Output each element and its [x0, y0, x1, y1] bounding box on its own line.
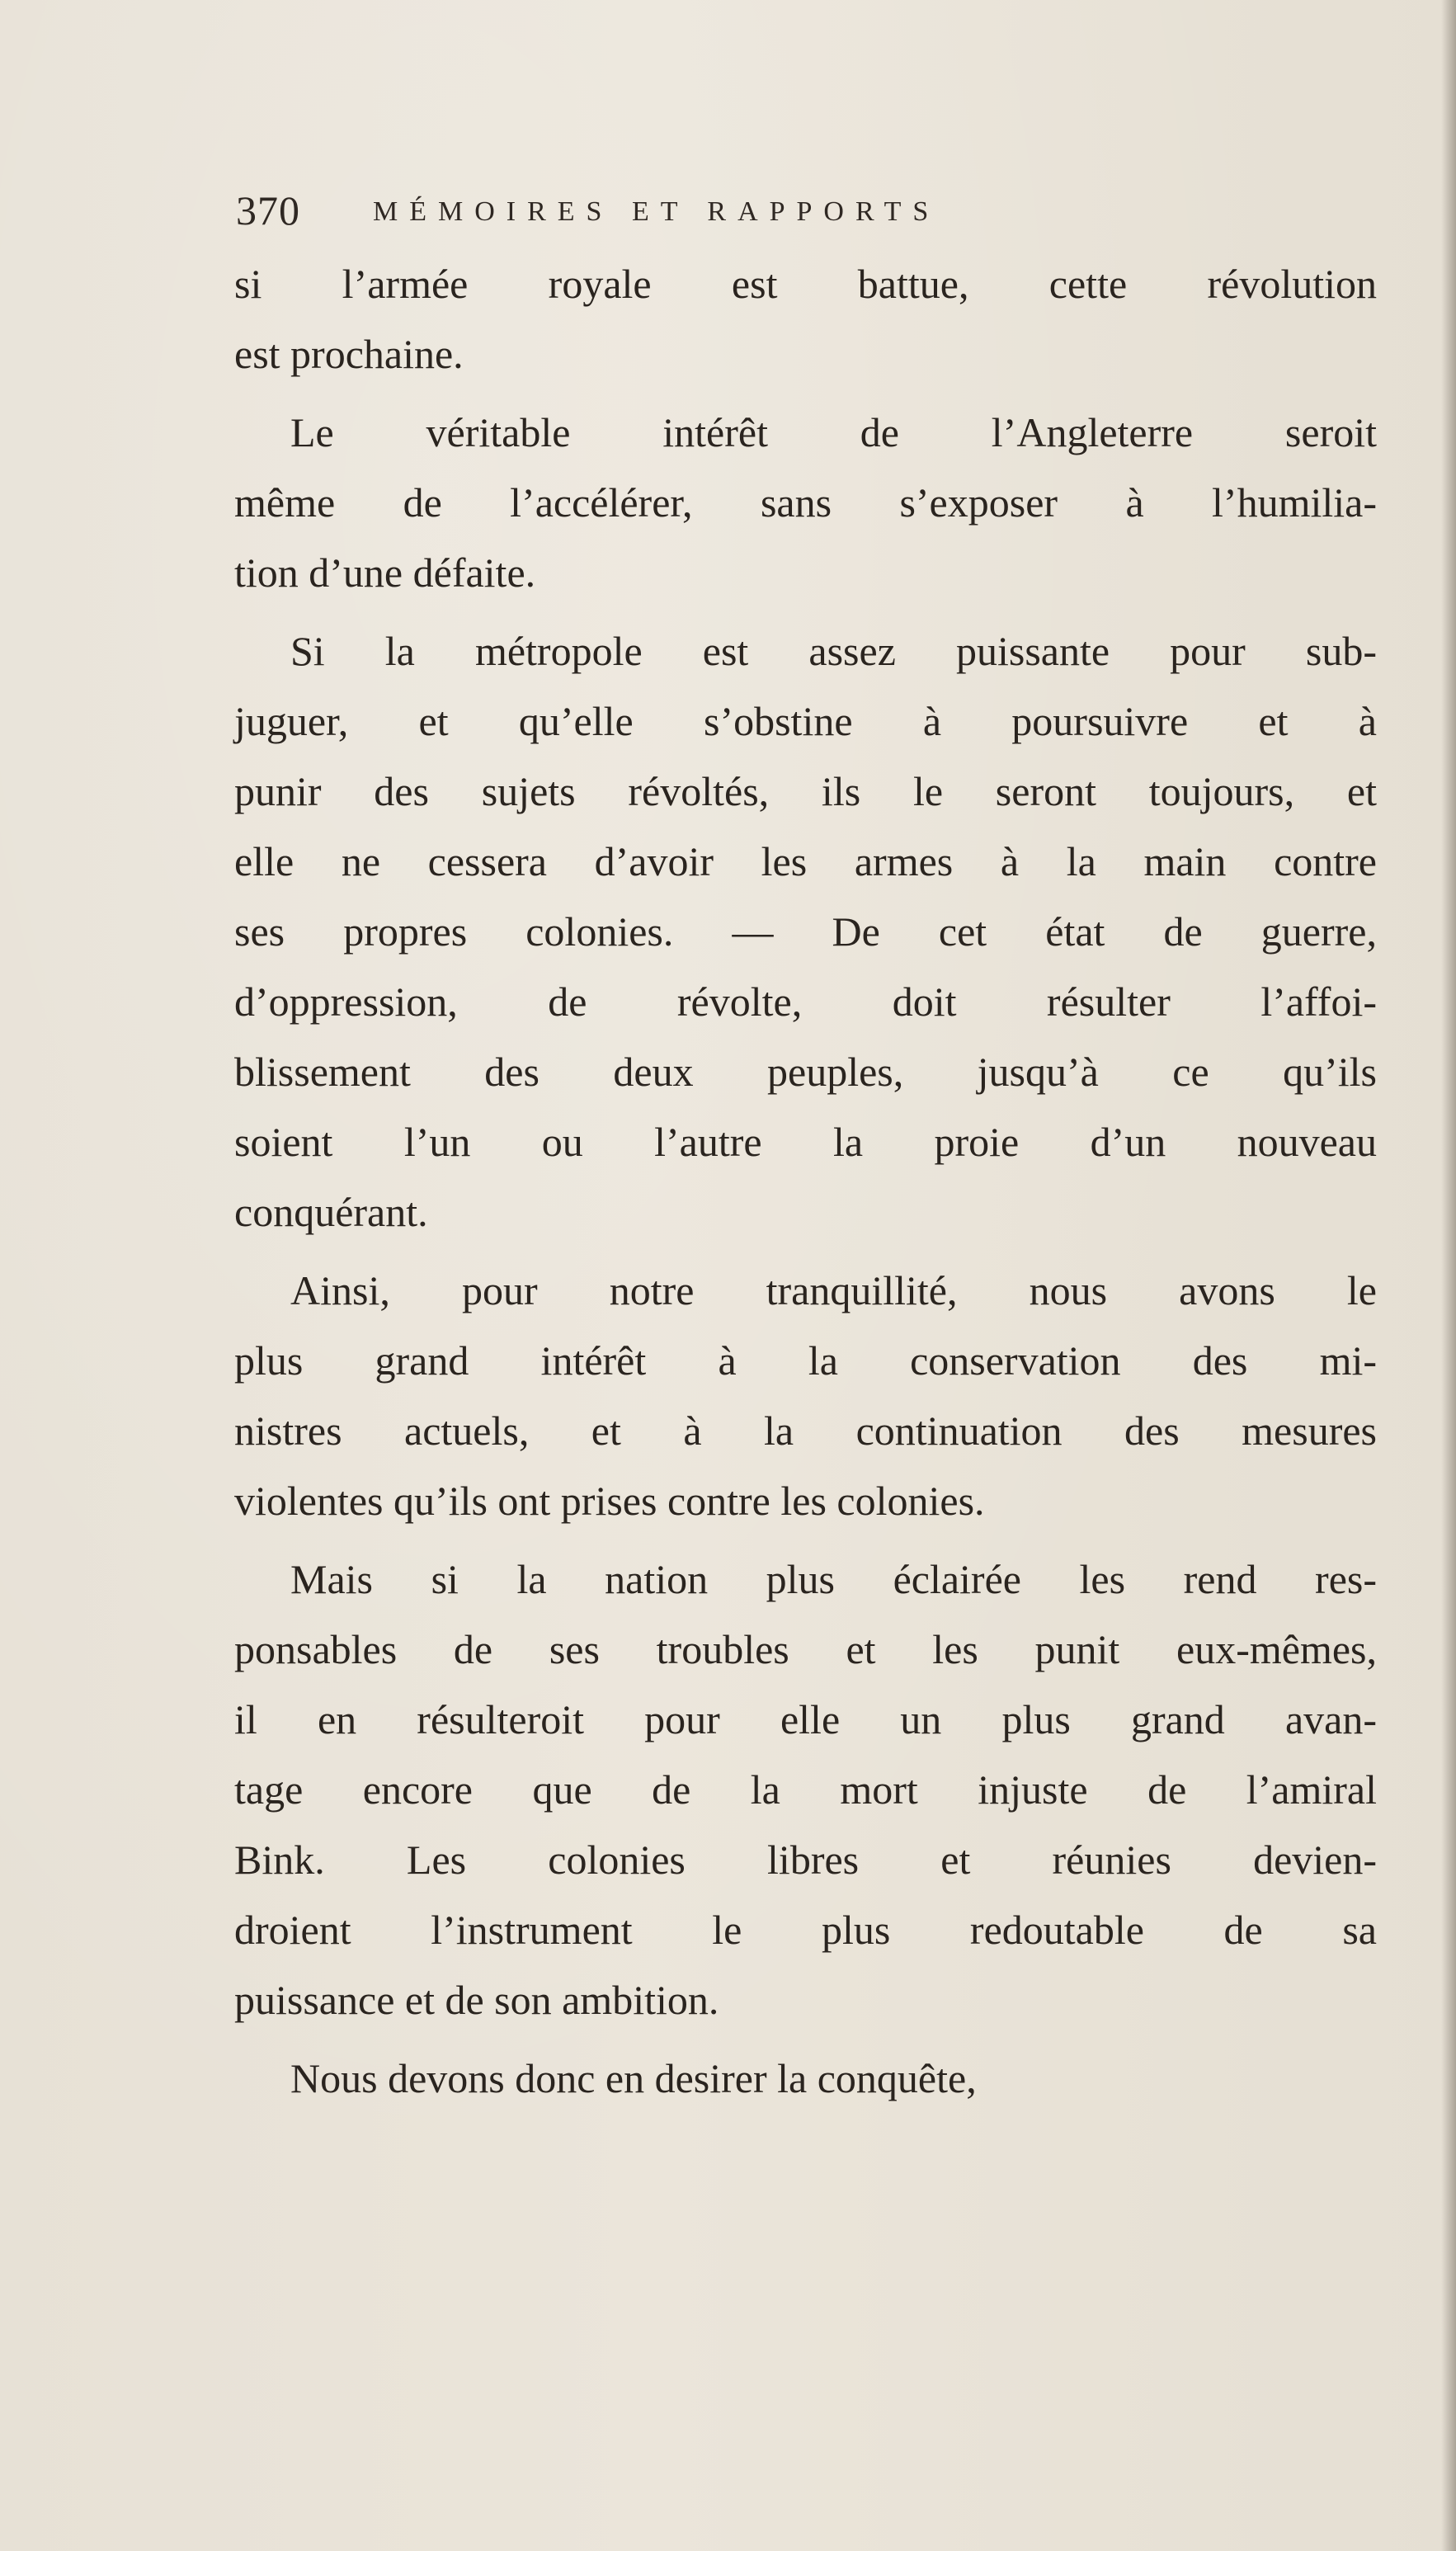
- text-line: est prochaine.: [234, 331, 464, 377]
- text-line: plus grand intérêt à la conservation des mi-: [234, 1337, 1377, 1384]
- text-line: elle ne cessera d’avoir les armes à la main contre: [234, 838, 1377, 884]
- paragraph-1: [234, 249, 1377, 389]
- text-block: [234, 182, 1377, 2122]
- text-line: juguer, et qu’elle s’obstine à poursuivre et à: [234, 698, 1377, 744]
- text-line: blissement des deux peuples, jusqu’à ce qu’ils: [234, 1049, 1377, 1095]
- paragraph-4: [234, 1256, 1377, 1536]
- page-edge-shadow: [1441, 0, 1456, 2551]
- text-line: puissance et de son ambition.: [234, 1977, 719, 2023]
- text-line: violentes qu’ils ont prises contre les colonies.: [234, 1478, 985, 1524]
- text-line: tage encore que de la mort injuste de l’amiral: [234, 1766, 1377, 1813]
- text-line: Bink. Les colonies libres et réunies devien-: [234, 1837, 1377, 1883]
- text-line: punir des sujets révoltés, ils le seront toujours, et: [234, 768, 1377, 814]
- text-line: si l’armée royale est battue, cette révolution: [234, 261, 1377, 307]
- text-line: Si la métropole est assez puissante pour sub-: [290, 628, 1377, 674]
- paragraph-2: [234, 398, 1377, 608]
- running-title: MÉMOIRES ET RAPPORTS: [373, 196, 940, 227]
- text-line: il en résulteroit pour elle un plus grand avan-: [234, 1696, 1377, 1742]
- paragraph-6: [234, 2044, 1377, 2114]
- text-line: soient l’un ou l’autre la proie d’un nouveau: [234, 1119, 1377, 1165]
- text-line: Nous devons donc en desirer la conquête,: [290, 2055, 977, 2101]
- paragraph-5: [234, 1544, 1377, 2035]
- text-line: d’oppression, de révolte, doit résulter l’affoi-: [234, 978, 1377, 1025]
- text-line: Mais si la nation plus éclairée les rend res-: [290, 1556, 1377, 1602]
- text-line: nistres actuels, et à la continuation des mesures: [234, 1408, 1377, 1454]
- text-line: conquérant.: [234, 1189, 428, 1235]
- text-line: même de l’accélérer, sans s’exposer à l’humilia-: [234, 479, 1377, 526]
- text-line: ponsables de ses troubles et les punit eux-mêmes,: [234, 1626, 1377, 1672]
- text-line: tion d’une défaite.: [234, 549, 536, 596]
- page-number: 370: [236, 187, 300, 233]
- text-line: droient l’instrument le plus redoutable de sa: [234, 1907, 1377, 1953]
- text-line: Le véritable intérêt de l’Angleterre seroit: [290, 409, 1377, 455]
- page-header: [234, 182, 1377, 249]
- text-line: ses propres colonies. — De cet état de guerre,: [234, 908, 1377, 955]
- paragraph-3: [234, 616, 1377, 1247]
- text-line: Ainsi, pour notre tranquillité, nous avons le: [290, 1267, 1377, 1313]
